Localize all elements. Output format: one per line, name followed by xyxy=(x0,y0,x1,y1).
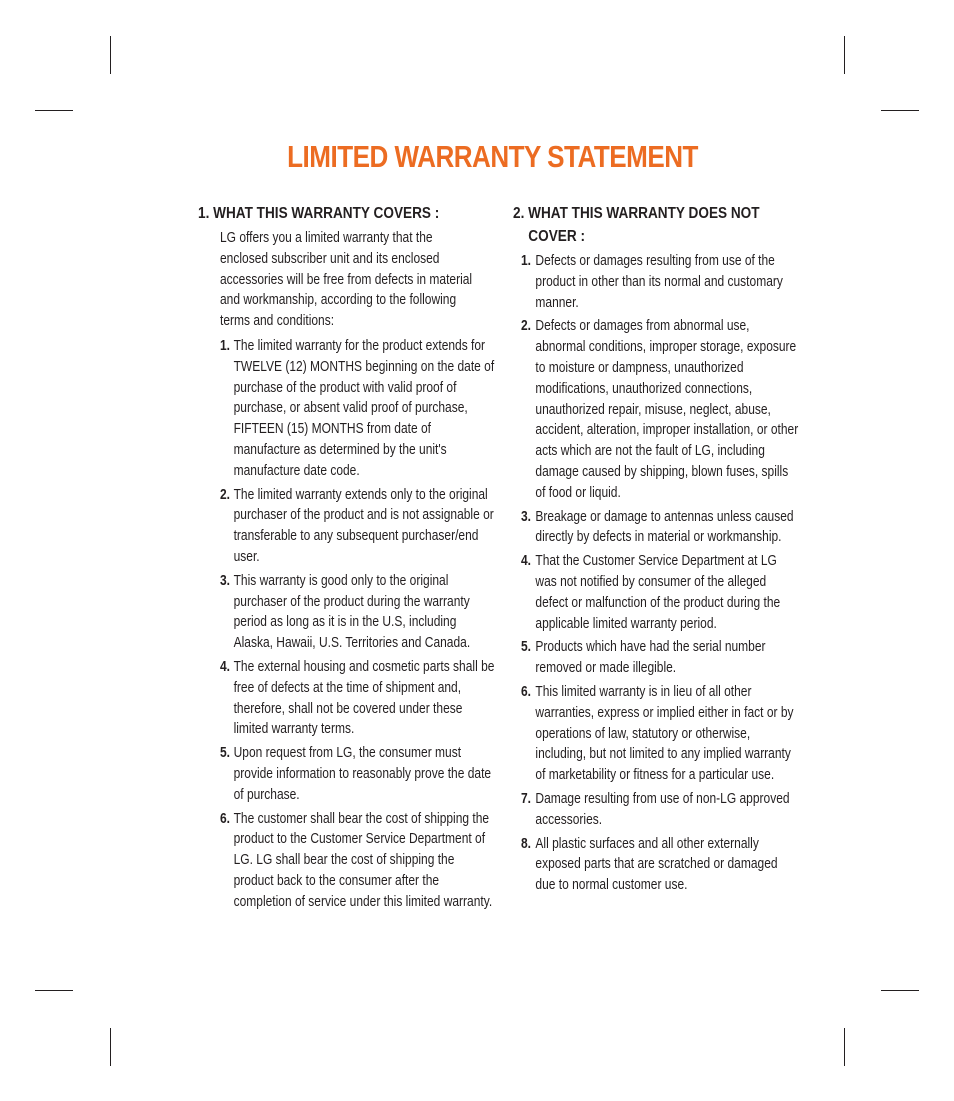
heading-line-1: 2. WHAT THIS WARRANTY DOES NOT xyxy=(513,205,760,222)
item-number: 1. xyxy=(220,336,231,354)
section-covers-list xyxy=(198,336,518,913)
item-text: Upon request from LG, the consumer must provide information to reasonably prove the date of purchase. xyxy=(233,744,492,803)
item-number: 2. xyxy=(220,485,231,503)
item-number: 8. xyxy=(521,834,532,852)
item-number: 3. xyxy=(220,571,231,589)
section-not-covered-list xyxy=(513,251,833,896)
list-item xyxy=(521,789,799,831)
crop-mark-bottom-left-horizontal xyxy=(35,990,73,991)
item-number: 4. xyxy=(220,657,231,675)
list-item xyxy=(521,682,799,786)
item-text: Products which have had the serial number removed or made illegible. xyxy=(535,638,766,677)
item-text: Defects or damages from abnormal use, abnormal conditions, improper storage, exposure to moisture or dampness, unauthorized modifications, unauthorized connections, unauthorized repair, misuse, neglect, abuse, accident, alteration, improper installation, or other acts which are not the fault of LG, including damage caused by shipping, blown fuses, spills of food or liquid. xyxy=(535,317,799,501)
list-item xyxy=(521,551,799,634)
item-text: The limited warranty extends only to the original purchaser of the product and is not assignable or transferable to any subsequent purchaser/end user. xyxy=(233,485,494,565)
section-not-covered xyxy=(513,202,833,899)
heading-line-2: COVER : xyxy=(528,228,585,245)
item-text: That the Customer Service Department at LG was not notified by consumer of the alleged defect or malfunction of the product during the applicable limited warranty period. xyxy=(535,552,781,632)
item-text: The customer shall bear the cost of shipping the product to the Customer Service Department of LG. LG shall bear the cost of shipping the product back to the consumer after the completion of service under this limited warranty. xyxy=(233,809,493,910)
list-item xyxy=(220,571,498,654)
list-item xyxy=(220,809,498,913)
crop-mark-top-left-vertical xyxy=(110,36,111,74)
item-number: 6. xyxy=(220,809,231,827)
page-title: LIMITED WARRANTY STATEMENT xyxy=(287,139,698,174)
crop-mark-bottom-left-vertical xyxy=(110,1028,111,1066)
item-number: 5. xyxy=(220,744,231,762)
list-item xyxy=(220,485,498,568)
list-item xyxy=(521,507,799,549)
crop-mark-top-right-horizontal xyxy=(881,110,919,111)
section-covers-heading: 1. WHAT THIS WARRANTY COVERS : xyxy=(198,205,440,222)
item-text: All plastic surfaces and all other externally exposed parts that are scratched or damaged due to normal customer use. xyxy=(535,834,778,894)
item-text: This limited warranty is in lieu of all other warranties, express or implied either in fact or by operations of law, statutory or otherwise, including, but not limited to any implied warranty of marketability or fitness for a particular use. xyxy=(535,682,794,784)
item-text: The external housing and cosmetic parts shall be free of defects at the time of shipment and, therefore, shall not be covered under these limited warranty terms. xyxy=(233,657,495,738)
crop-mark-top-left-horizontal xyxy=(35,110,73,111)
item-number: 7. xyxy=(521,789,532,807)
list-item xyxy=(521,637,799,679)
item-text: Defects or damages resulting from use of the product in other than its normal and customary manner. xyxy=(535,252,783,311)
section-covers xyxy=(198,202,518,916)
item-number: 5. xyxy=(521,638,532,656)
list-item xyxy=(521,316,799,503)
section-covers-intro: LG offers you a limited warranty that the enclosed subscriber unit and its enclosed accessories will be free from defects in material and workmanship, according to the following terms and conditions: xyxy=(220,229,473,330)
list-item xyxy=(521,834,799,896)
item-text: This warranty is good only to the original purchaser of the product during the warranty period as long as it is in the U.S, including Alaska, Hawaii, U.S. Territories and Canada. xyxy=(233,571,471,652)
item-number: 1. xyxy=(521,252,532,269)
list-item xyxy=(220,743,498,805)
list-item xyxy=(220,657,498,740)
item-text: Breakage or damage to antennas unless caused directly by defects in material or workmanship. xyxy=(535,507,794,546)
crop-mark-bottom-right-vertical xyxy=(844,1028,845,1066)
section-not-covered-heading xyxy=(513,202,785,248)
list-item xyxy=(521,251,799,313)
item-number: 6. xyxy=(521,682,532,700)
item-number: 3. xyxy=(521,507,532,525)
list-item xyxy=(220,336,498,482)
item-number: 2. xyxy=(521,317,532,335)
item-number: 4. xyxy=(521,552,532,570)
item-text: The limited warranty for the product extends for TWELVE (12) MONTHS beginning on the date of purchase of the product with valid proof of purchase, or absent valid proof of purchase, FIFTEEN (15) MONTHS from date of manufacture as determined by the unit's manufacture date code. xyxy=(233,336,495,479)
crop-mark-top-right-vertical xyxy=(844,36,845,74)
item-text: Damage resulting from use of non-LG approved accessories. xyxy=(535,789,790,828)
crop-mark-bottom-right-horizontal xyxy=(881,990,919,991)
